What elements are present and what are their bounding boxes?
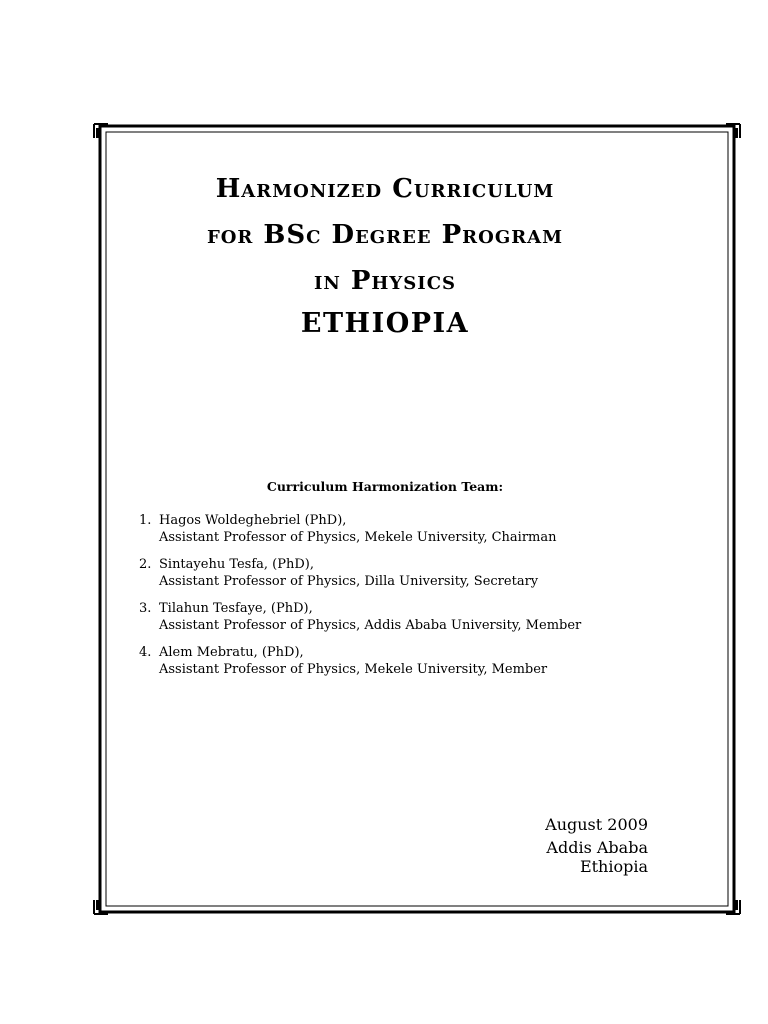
title-line-3: in Physics [313,266,457,296]
team-member [139,644,581,678]
member-name: Tilahun Tesfaye, (PhD), [159,601,313,616]
team-member-list [139,512,581,688]
member-role: Assistant Professor of Physics, Mekele University, Member [159,662,548,677]
member-number: 4. [139,645,152,660]
team-member [139,600,581,634]
member-name: Hagos Woldeghebriel (PhD), [159,513,347,528]
member-name: Sintayehu Tesfa, (PhD), [159,557,314,572]
team-member [139,512,581,546]
title-line-2: for BSc Degree Program [206,220,564,250]
member-number: 3. [139,601,152,616]
title-line-1: Harmonized Curriculum [215,174,555,204]
team-member [139,556,581,590]
member-number: 2. [139,557,152,572]
publication-date: August 2009 [545,815,648,834]
publication-city: Addis Ababa [546,838,648,857]
member-number: 1. [139,513,152,528]
title-country: ETHIOPIA [300,308,470,339]
member-role: Assistant Professor of Physics, Dilla University, Secretary [159,574,539,589]
footer-block [545,815,648,876]
member-role: Assistant Professor of Physics, Addis Ababa University, Member [159,618,582,633]
member-name: Alem Mebratu, (PhD), [159,645,304,660]
team-heading: Curriculum Harmonization Team: [266,479,504,494]
title-block [100,166,670,344]
member-role: Assistant Professor of Physics, Mekele University, Chairman [159,530,557,545]
publication-country: Ethiopia [579,857,648,876]
